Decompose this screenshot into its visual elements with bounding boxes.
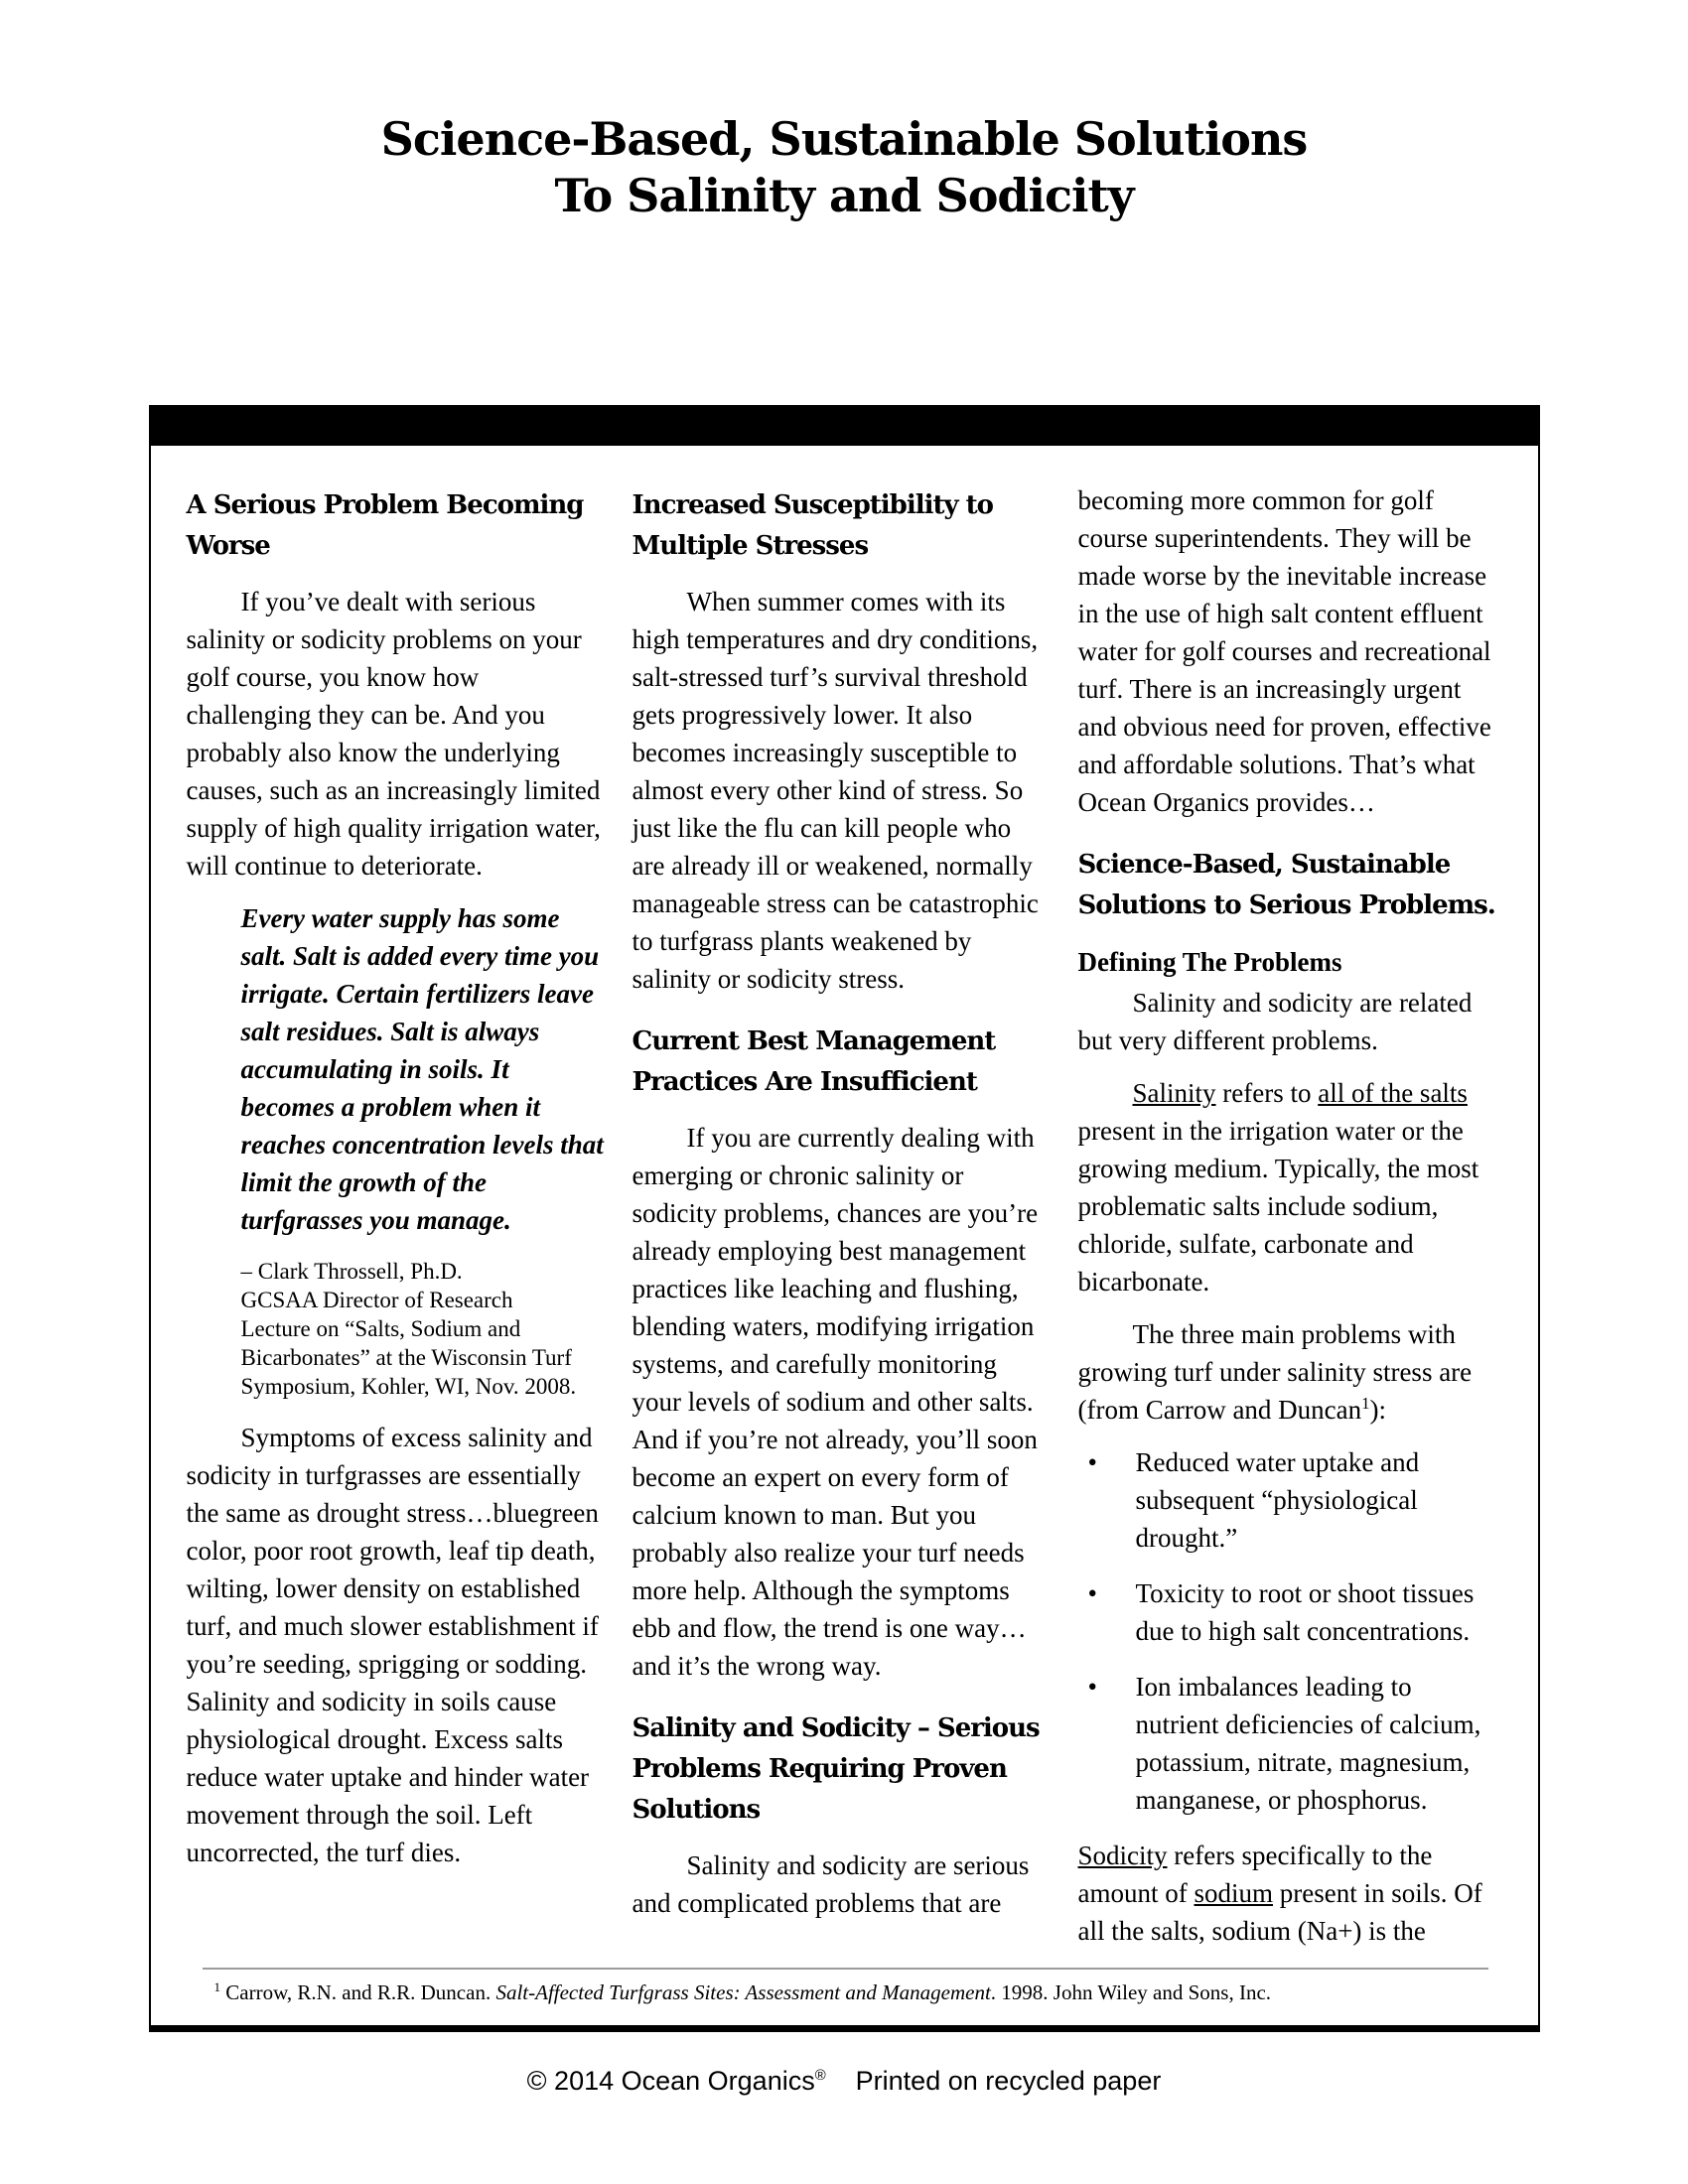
underlined-phrase-all-salts: all of the salts bbox=[1318, 1078, 1468, 1108]
underlined-term-salinity: Salinity bbox=[1132, 1078, 1216, 1108]
paragraph: Symptoms of excess salinity and sodicity in turfgrasses are essentially the same as drought stress…bluegreen color, poor root growth, leaf tip death, wilting, lower density on established turf, and much slower establishment if you’re seeding, sprigging or sodding. Salinity and sodicity in soils cause physiological drought. Excess salts reduce water uptake and hinder water movement through the soil. Left uncorrected, the turf dies. bbox=[186, 1423, 599, 1867]
paragraph-three-problems bbox=[1078, 1315, 1496, 1429]
underlined-term-sodium: sodium bbox=[1194, 1878, 1273, 1908]
copyright-line bbox=[0, 2066, 1688, 2097]
text-run: ): bbox=[1369, 1395, 1387, 1425]
text-run: present in soils. Of all the salts, sodium (Na+) is the bbox=[1077, 1878, 1482, 1946]
text-run: refers specifically to the amount of bbox=[1077, 1841, 1433, 1908]
subheading-defining-problems: Defining The Problems bbox=[1077, 947, 1342, 977]
attribution-name: – Clark Throssell, Ph.D. bbox=[240, 1259, 463, 1284]
bullet-item: • Toxicity to root or shoot tissues due to high salt concentrations. bbox=[1078, 1574, 1496, 1650]
attribution-detail: Lecture on “Salts, Sodium and Bicarbonates” at the Wisconsin Turf Symposium, Kohler, WI, Nov. 2008. bbox=[240, 1316, 577, 1399]
paragraph: If you’ve dealt with serious salinity or sodicity problems on your golf course, you know how challenging they can be. And you probably also know the underlying causes, such as an increasingly limited supply of high quality irrigation water, will continue to deteriorate. bbox=[186, 587, 601, 881]
copyright-text: © 2014 Ocean Organics bbox=[526, 2066, 815, 2096]
footnote-text: Carrow, R.N. and R.R. Duncan. bbox=[220, 1980, 496, 2004]
section-heading-serious-problem: A Serious Problem Becoming Worse bbox=[186, 490, 584, 561]
underlined-term-sodicity: Sodicity bbox=[1077, 1841, 1168, 1870]
section-heading-solutions: Science-Based, Sustainable Solutions to Serious Problems. bbox=[1077, 850, 1495, 920]
registered-trademark-symbol: ® bbox=[814, 2068, 826, 2084]
paragraph: When summer comes with its high temperatures and dry conditions, salt-stressed turf’s survival threshold gets progressively lower. It also becomes increasingly susceptible to almost every other kind of stress. So just like the flu can kill people who are already ill or weakened, normally manageable stress can be catastrophic to turfgrass plants weakened by salinity or sodicity stress. bbox=[632, 587, 1039, 994]
paragraph: Salinity and sodicity are serious and complicated problems that are bbox=[632, 1850, 1030, 1918]
page-title-line-1: Science-Based, Sustainable Solutions bbox=[380, 112, 1308, 166]
text-run: refers to bbox=[1215, 1078, 1319, 1108]
paragraph: If you are currently dealing with emerging or chronic salinity or sodicity problems, chances are you’re already employing best management practices like leaching and flushing, blending waters, modifying irrigation systems, and carefully monitoring your levels of sodium and other salts. And if you’re not already, you’ll soon become an expert on every form of calcium known to man. But you probably also realize your turf needs more help. Although the symptoms ebb and flow, the trend is one way… and it’s the wrong way. bbox=[632, 1123, 1039, 1681]
page-title-line-2: To Salinity and Sodicity bbox=[554, 169, 1134, 222]
column-3 bbox=[1078, 481, 1496, 1965]
text-run: present in the irrigation water or the growing medium. Typically, the most problematic salts include sodium, chloride, sulfate, carbonate and bicarbonate. bbox=[1077, 1116, 1479, 1297]
footnote-divider bbox=[203, 1968, 1488, 1970]
section-heading-serious-problems: Salinity and Sodicity – Serious Problems Requiring Proven Solutions bbox=[632, 1713, 1040, 1825]
bullet-item: • Ion imbalances leading to nutrient deficiencies of calcium, potassium, nitrate, magnesium, manganese, or phosphorus. bbox=[1078, 1668, 1496, 1819]
footnote-reference-mark: 1 bbox=[1361, 1394, 1370, 1413]
column-1 bbox=[187, 481, 605, 1965]
quote-attribution bbox=[241, 1257, 605, 1401]
bullet-item: • Reduced water uptake and subsequent “physiological drought.” bbox=[1078, 1443, 1496, 1557]
footnote-book-title: Salt-Affected Turfgrass Sites: Assessment and Management bbox=[495, 1980, 991, 2004]
column-layout bbox=[151, 446, 1538, 1965]
paragraph-salinity-definition bbox=[1078, 1074, 1496, 1300]
column-2 bbox=[633, 481, 1051, 1965]
paragraph-continuation: becoming more common for golf course superintendents. They will be made worse by the inevitable increase in the use of high salt content effluent water for golf courses and recreational turf. There is an increasingly urgent and obvious need for proven, effective and affordable solutions. That’s what Ocean Organics provides… bbox=[1077, 485, 1491, 817]
paragraph: Salinity and sodicity are related but very different problems. bbox=[1077, 988, 1473, 1055]
bullet-list bbox=[1078, 1443, 1496, 1819]
text-run: The three main problems with growing turf under salinity stress are (from Carrow and Duncan bbox=[1077, 1319, 1473, 1425]
footnote bbox=[214, 1979, 1538, 2005]
content-box bbox=[149, 405, 1540, 2032]
page-title bbox=[0, 0, 1688, 224]
footnote-text: . 1998. John Wiley and Sons, Inc. bbox=[990, 1980, 1272, 2004]
pull-quote: Every water supply has some salt. Salt is added every time you irrigate. Certain fertilizers leave salt residues. Salt is always accumulating in soils. It becomes a problem when it reaches concentration levels that limit the growth of the turfgrasses you manage. bbox=[240, 903, 604, 1235]
footnote-area bbox=[151, 1968, 1538, 2005]
footnote-number: 1 bbox=[213, 1979, 221, 1994]
section-heading-susceptibility: Increased Susceptibility to Multiple Stresses bbox=[632, 490, 993, 561]
section-heading-best-practices: Current Best Management Practices Are Insufficient bbox=[632, 1026, 996, 1097]
recycled-paper-text: Printed on recycled paper bbox=[855, 2066, 1162, 2096]
paragraph-sodicity-definition bbox=[1078, 1837, 1496, 1950]
top-black-bar bbox=[151, 405, 1538, 446]
attribution-role: GCSAA Director of Research bbox=[240, 1288, 513, 1312]
